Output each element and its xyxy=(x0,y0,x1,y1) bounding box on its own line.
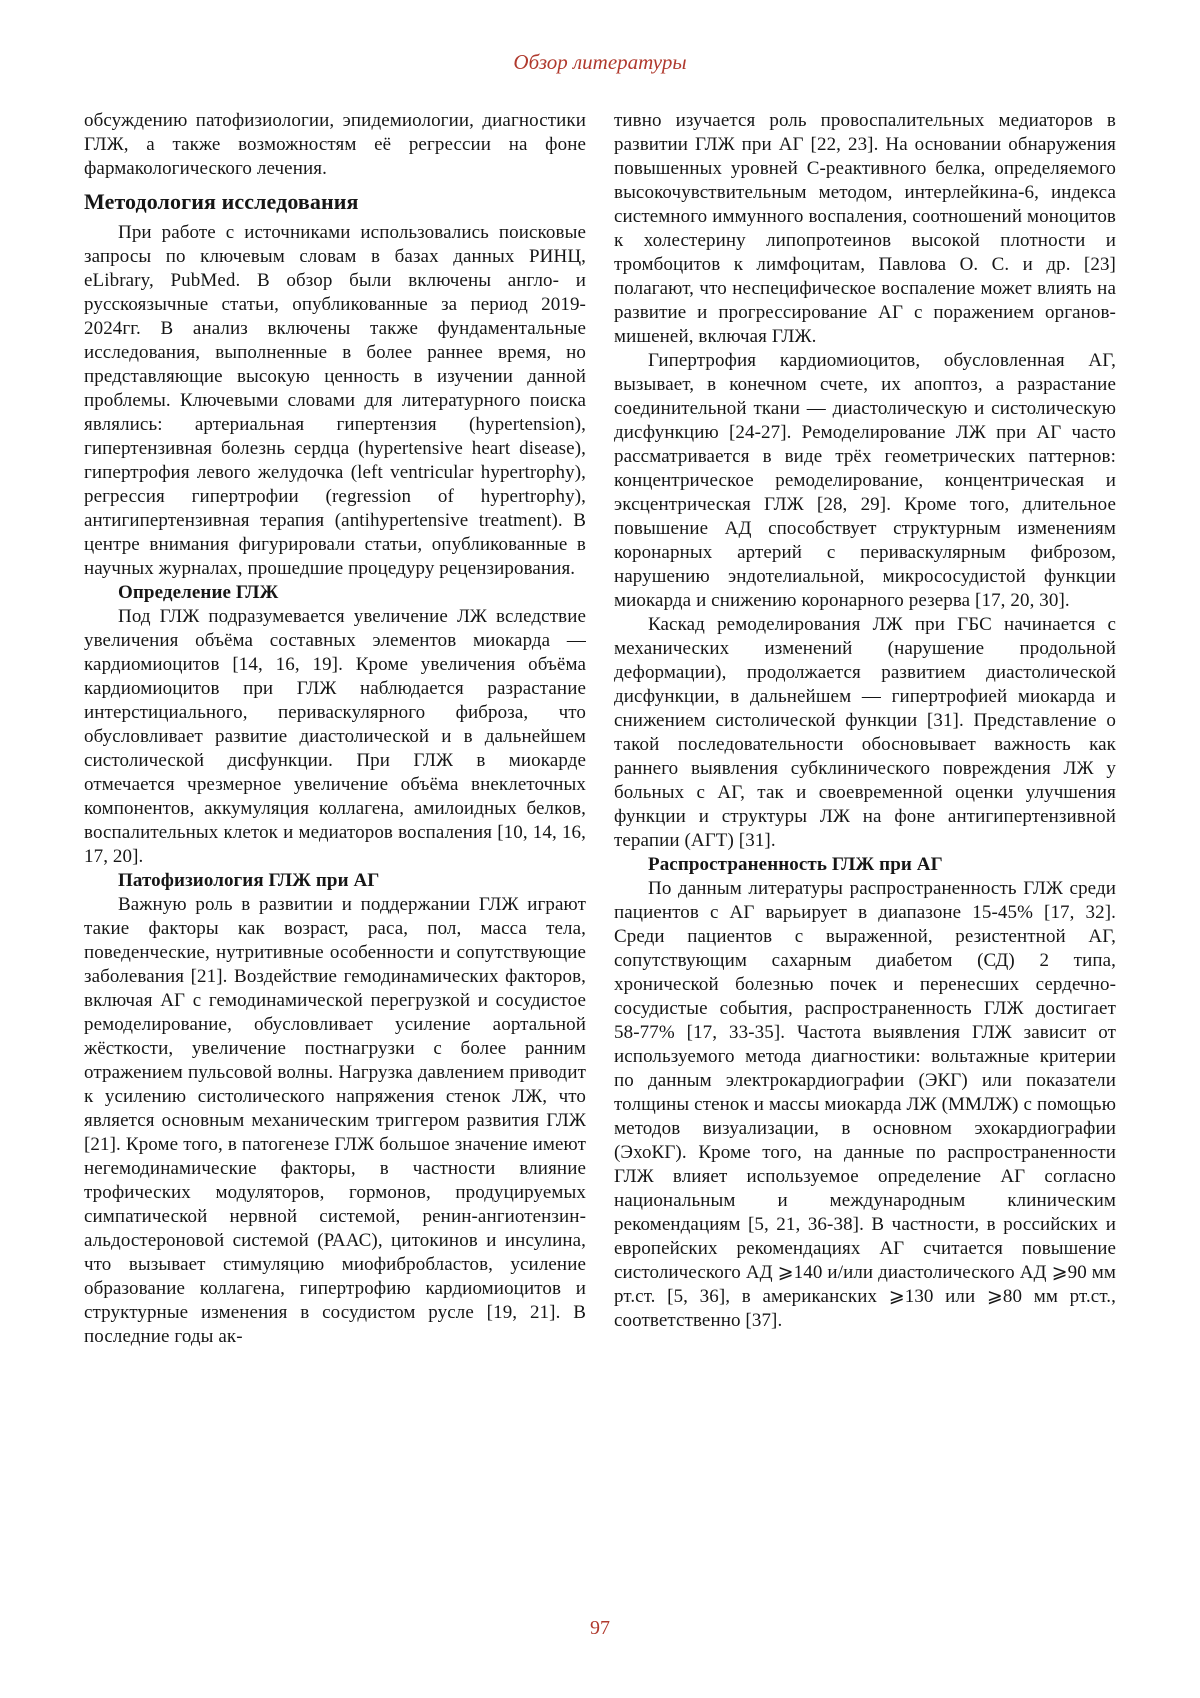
left-column xyxy=(84,109,586,1349)
paragraph: По данным литературы распространенность ГЛЖ среди пациентов с АГ варьирует в диапазоне 15-45% [17, 32]. Среди пациентов с выраженной, резистентной АГ, сопутствующим сахарным диабетом (СД) 2 типа, хронической болезнью почек и перенесших сердечно-сосудистые события, распространенность ГЛЖ достигает 58-77% [17, 33-35]. Частота выявления ГЛЖ зависит от используемого метода диагностики: вольтажные критерии по данным электрокардиографии (ЭКГ) или показатели толщины стенок и массы миокарда ЛЖ (ММЛЖ) с помощью методов визуализации, в основном эхокардиографии (ЭхоКГ). Кроме того, на данные по распространенности ГЛЖ влияет используемое определение АГ согласно национальным и международным клиническим рекомендациям [5, 21, 36-38]. В частности, в российских и европейских рекомендациях АГ считается повышение систолического АД ⩾140 и/или диастолического АД ⩾90 мм рт.ст. [5, 36], в американских ⩾130 или ⩾80 мм рт.ст., соответственно [37]. xyxy=(614,878,1116,1332)
section-heading: Методология исследования xyxy=(84,189,359,215)
subsection-heading: Распространенность ГЛЖ при АГ xyxy=(648,854,943,876)
paragraph: При работе с источниками использовались поисковые запросы по ключевым словам в базах данных РИНЦ, eLibrary, PubMed. В обзор были включены англо- и русскоязычные статьи, опубликованные за период 2019-2024гг. В анализ включены также фундаментальные исследования, выполненные в более раннее время, но представляющие высокую ценность в изучении данной проблемы. Ключевыми словами для литературного поиска являлись: артериальная гипертензия (hypertension), гипертензивная болезнь сердца (hypertensive heart disease), гипертрофия левого желудочка (left ventricular hypertrophy), регрессия гипертрофии (regression of hypertrophy), антигипертензивная терапия (antihypertensive treatment). В центре внимания фигурировали статьи, опубликованные в научных журналах, прошедшие процедуру рецензирования. xyxy=(84,222,586,580)
running-header: Обзор литературы xyxy=(513,50,687,74)
paragraph: Важную роль в развитии и поддержании ГЛЖ играют такие факторы как возраст, раса, пол, масса тела, поведенческие, нутритивные особенности и сопутствующие заболевания [21]. Воздействие гемодинамических факторов, включая АГ с гемодинамической перегрузкой и сосудистое ремоделирование, обусловливает усиление аортальной жёсткости, увеличение постнагрузки с более ранним отражением пульсовой волны. Нагрузка давлением приводит к усилению систолического напряжения стенок ЛЖ, что является основным механическим триггером развития ГЛЖ [21]. Кроме того, в патогенезе ГЛЖ большое значение имеют негемодинамические факторы, в частности влияние трофических модуляторов, гормонов, продуцируемых симпатической нервной системой, ренин-ангиотензин-альдостероновой системой (РААС), цитокинов и инсулина, что вызывает стимуляцию миофибробластов, усиление образование коллагена, гипертрофию кардиомиоцитов и структурные изменения в сосудистом русле [19, 21]. В последние годы ак- xyxy=(84,894,586,1348)
page-number: 97 xyxy=(590,1617,610,1639)
subsection-heading: Определение ГЛЖ xyxy=(118,582,279,604)
paragraph: Каскад ремоделирования ЛЖ при ГБС начинается с механических изменений (нарушение продольной деформации), продолжается развитием диастолической дисфункции, в дальнейшем — гипертрофией миокарда и снижением систолической функции [31]. Представление о такой последовательности обосновывает важность как раннего выявления субклинического повреждения ЛЖ у больных с АГ, так и своевременной оценки улучшения функции и структуры ЛЖ на фоне антигипертензивной терапии (АГТ) [31]. xyxy=(614,614,1116,852)
paragraph: тивно изучается роль провоспалительных медиаторов в развитии ГЛЖ при АГ [22, 23]. На основании обнаружения повышенных уровней С-реактивного белка, определяемого высокочувствительным методом, интерлейкина-6, индекса системного иммунного воспаления, соотношений моноцитов к холестерину липопротеинов высокой плотности и тромбоцитов к лимфоцитам, Павлова О. С. и др. [23] полагают, что неспецифическое воспаление может влиять на развитие и прогрессирование АГ с поражением органов-мишеней, включая ГЛЖ. xyxy=(614,110,1116,348)
paragraph: Гипертрофия кардиомиоцитов, обусловленная АГ, вызывает, в конечном счете, их апоптоз, а разрастание соединительной ткани — диастолическую и систолическую дисфункцию [24-27]. Ремоделирование ЛЖ при АГ часто рассматривается в виде трёх геометрических паттернов: концентрическое ремоделирование, концентрическая и эксцентрическая ГЛЖ [28, 29]. Кроме того, длительное повышение АД способствует структурным изменениям коронарных артерий с периваскулярным фиброзом, нарушению эндотелиальной, микрососудистой функции миокарда и снижению коронарного резерва [17, 20, 30]. xyxy=(614,350,1116,612)
subsection-heading: Патофизиология ГЛЖ при АГ xyxy=(118,870,380,892)
right-column xyxy=(614,109,1116,1333)
paragraph: Под ГЛЖ подразумевается увеличение ЛЖ вследствие увеличения объёма составных элементов миокарда — кардиомиоцитов [14, 16, 19]. Кроме увеличения объёма кардиомиоцитов при ГЛЖ наблюдается разрастание интерстициального, периваскулярного фиброза, что обусловливает развитие диастолической и в дальнейшем систолической дисфункции. При ГЛЖ в миокарде отмечается чрезмерное увеличение объёма внеклеточных компонентов, аккумуляция коллагена, амилоидных белков, воспалительных клеток и медиаторов воспаления [10, 14, 16, 17, 20]. xyxy=(84,606,586,868)
paragraph: обсуждению патофизиологии, эпидемиологии, диагностики ГЛЖ, а также возможностям её регрессии на фоне фармакологического лечения. xyxy=(84,110,586,180)
two-column-body xyxy=(84,109,1116,1349)
